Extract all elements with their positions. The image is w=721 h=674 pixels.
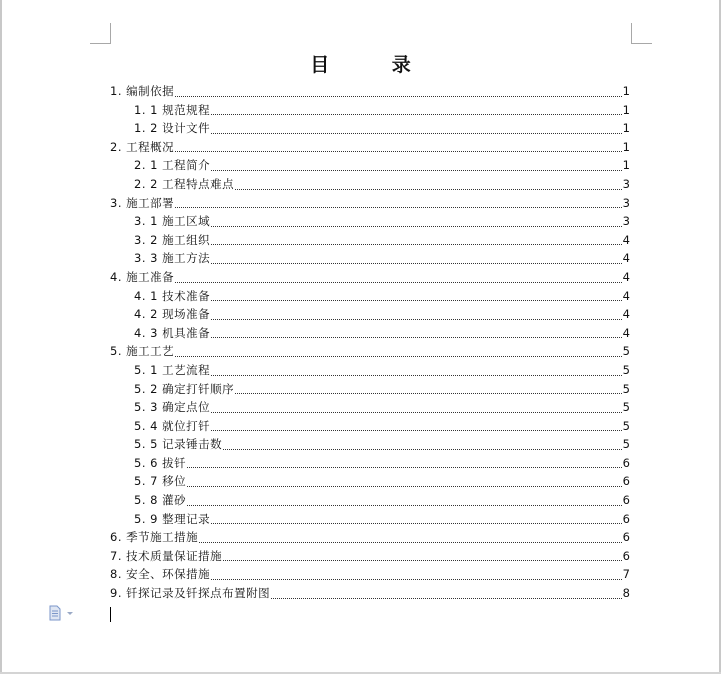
toc-entry-page-number: 6 xyxy=(622,455,630,470)
toc-entry[interactable] xyxy=(110,231,630,250)
toc-entry-page-number: 4 xyxy=(622,307,630,322)
toc-entry-page-number: 6 xyxy=(622,530,630,545)
toc-entry-page-number: 1 xyxy=(622,102,630,117)
toc-leader-dots xyxy=(211,299,622,301)
toc-entry[interactable] xyxy=(110,101,630,120)
toc-entry[interactable] xyxy=(110,175,630,194)
toc-entry[interactable] xyxy=(110,119,630,138)
toc-entry[interactable] xyxy=(110,324,630,343)
toc-entry-page-number: 5 xyxy=(622,437,630,452)
toc-entry[interactable] xyxy=(110,435,630,454)
toc-leader-dots xyxy=(211,169,622,171)
toc-entry-page-number: 3 xyxy=(622,214,630,229)
toc-entry-label: 5. 2 确定打钎顺序 xyxy=(134,381,235,396)
toc-entry[interactable] xyxy=(110,380,630,399)
toc-entry-label: 4. 3 机具准备 xyxy=(134,325,211,340)
toc-leader-dots xyxy=(175,355,622,357)
toc-entry-label: 3. 3 施工方法 xyxy=(134,251,211,266)
toc-entry-label: 5. 5 记录锤击数 xyxy=(134,437,223,452)
toc-leader-dots xyxy=(175,95,622,97)
toc-leader-dots xyxy=(211,262,622,264)
toc-entry[interactable] xyxy=(110,565,630,584)
toc-entry-label: 2. 工程概况 xyxy=(110,139,175,154)
toc-entry-page-number: 1 xyxy=(622,84,630,98)
toc-entry-page-number: 8 xyxy=(622,586,630,601)
toc-entry-page-number: 4 xyxy=(622,251,630,266)
toc-title: 目 录 xyxy=(310,54,439,76)
toc-entry-page-number: 5 xyxy=(622,381,630,396)
table-of-contents xyxy=(110,82,630,603)
toc-entry-label: 3. 2 施工组织 xyxy=(134,232,211,247)
toc-leader-dots xyxy=(175,281,622,283)
toc-entry-label: 8. 安全、环保措施 xyxy=(110,567,211,582)
toc-entry[interactable] xyxy=(110,417,630,436)
toc-entry[interactable] xyxy=(110,528,630,547)
toc-entry-page-number: 1 xyxy=(622,139,630,154)
toc-entry-page-number: 1 xyxy=(622,121,630,136)
toc-leader-dots xyxy=(187,485,622,487)
toc-leader-dots xyxy=(187,466,622,468)
toc-entry-label: 7. 技术质量保证措施 xyxy=(110,548,223,563)
toc-entry-label: 2. 1 工程简介 xyxy=(134,158,211,173)
toc-leader-dots xyxy=(175,206,622,208)
paste-options-icon xyxy=(50,606,60,620)
toc-entry-label: 4. 2 现场准备 xyxy=(134,307,211,322)
toc-entry[interactable] xyxy=(110,472,630,491)
toc-entry[interactable] xyxy=(110,305,630,324)
toc-leader-dots xyxy=(199,541,622,543)
toc-entry-label: 6. 季节施工措施 xyxy=(110,530,199,545)
toc-entry-label: 4. 施工准备 xyxy=(110,269,175,284)
toc-leader-dots xyxy=(235,188,622,190)
toc-entry[interactable] xyxy=(110,510,630,529)
toc-entry-page-number: 5 xyxy=(622,400,630,415)
toc-leader-dots xyxy=(187,504,622,506)
toc-entry-page-number: 6 xyxy=(622,493,630,508)
toc-entry-label: 5. 9 整理记录 xyxy=(134,511,211,526)
toc-leader-dots xyxy=(223,448,622,450)
toc-entry[interactable] xyxy=(110,454,630,473)
page-edge-left xyxy=(0,0,2,674)
toc-entry-label: 5. 4 就位打钎 xyxy=(134,418,211,433)
toc-entry-label: 5. 1 工艺流程 xyxy=(134,362,211,377)
toc-leader-dots xyxy=(271,597,622,599)
text-cursor xyxy=(110,607,111,622)
toc-leader-dots xyxy=(211,336,622,338)
toc-entry-label: 5. 施工工艺 xyxy=(110,344,175,359)
toc-entry-page-number: 3 xyxy=(622,176,630,191)
toc-leader-dots xyxy=(211,429,622,431)
toc-entry[interactable] xyxy=(110,268,630,287)
paste-options-button[interactable] xyxy=(47,605,77,621)
toc-entry[interactable] xyxy=(110,156,630,175)
toc-entry-label: 5. 6 拔钎 xyxy=(134,455,187,470)
toc-entry-page-number: 4 xyxy=(622,269,630,284)
toc-entry-page-number: 6 xyxy=(622,511,630,526)
toc-leader-dots xyxy=(211,318,622,320)
toc-entry-page-number: 4 xyxy=(622,288,630,303)
toc-entry-page-number: 1 xyxy=(622,158,630,173)
toc-entry[interactable] xyxy=(110,287,630,306)
toc-entry-label: 3. 施工部署 xyxy=(110,195,175,210)
toc-entry[interactable] xyxy=(110,138,630,157)
toc-entry-label: 1. 1 规范规程 xyxy=(134,102,211,117)
toc-leader-dots xyxy=(211,243,622,245)
toc-leader-dots xyxy=(211,374,622,376)
toc-entry-page-number: 3 xyxy=(622,195,630,210)
toc-entry-page-number: 4 xyxy=(622,325,630,340)
margin-corner-top-left xyxy=(90,23,111,44)
toc-entry[interactable] xyxy=(110,212,630,231)
toc-entry[interactable] xyxy=(110,584,630,603)
toc-entry-label: 3. 1 施工区域 xyxy=(134,214,211,229)
toc-entry-page-number: 4 xyxy=(622,232,630,247)
toc-leader-dots xyxy=(211,225,622,227)
toc-entry-label: 1. 2 设计文件 xyxy=(134,121,211,136)
toc-entry-label: 5. 8 灌砂 xyxy=(134,493,187,508)
toc-leader-dots xyxy=(235,392,622,394)
toc-entry[interactable] xyxy=(110,361,630,380)
toc-entry-page-number: 5 xyxy=(622,344,630,359)
toc-entry[interactable] xyxy=(110,249,630,268)
toc-leader-dots xyxy=(211,578,622,580)
toc-leader-dots xyxy=(211,113,622,115)
toc-entry-label: 4. 1 技术准备 xyxy=(134,288,211,303)
toc-leader-dots xyxy=(223,559,622,561)
toc-leader-dots xyxy=(211,132,622,134)
toc-entry-label: 5. 7 移位 xyxy=(134,474,187,489)
toc-entry-label: 9. 钎探记录及钎探点布置附图 xyxy=(110,586,271,601)
toc-leader-dots xyxy=(211,411,622,413)
toc-entry-page-number: 6 xyxy=(622,548,630,563)
toc-entry[interactable] xyxy=(110,491,630,510)
toc-entry[interactable] xyxy=(110,547,630,566)
toc-entry-page-number: 7 xyxy=(622,567,630,582)
toc-entry-label: 2. 2 工程特点难点 xyxy=(134,176,235,191)
toc-entry-label: 5. 3 确定点位 xyxy=(134,400,211,415)
toc-entry-page-number: 6 xyxy=(622,474,630,489)
toc-entry[interactable] xyxy=(110,398,630,417)
toc-entry[interactable] xyxy=(110,342,630,361)
toc-leader-dots xyxy=(175,150,622,152)
toc-entry-label: 1. 编制依据 xyxy=(110,84,175,98)
chevron-down-icon xyxy=(67,612,73,615)
toc-leader-dots xyxy=(211,522,622,524)
toc-entry[interactable] xyxy=(110,82,630,101)
toc-entry[interactable] xyxy=(110,194,630,213)
margin-corner-top-right xyxy=(631,23,652,44)
toc-entry-page-number: 5 xyxy=(622,418,630,433)
toc-entry-page-number: 5 xyxy=(622,362,630,377)
